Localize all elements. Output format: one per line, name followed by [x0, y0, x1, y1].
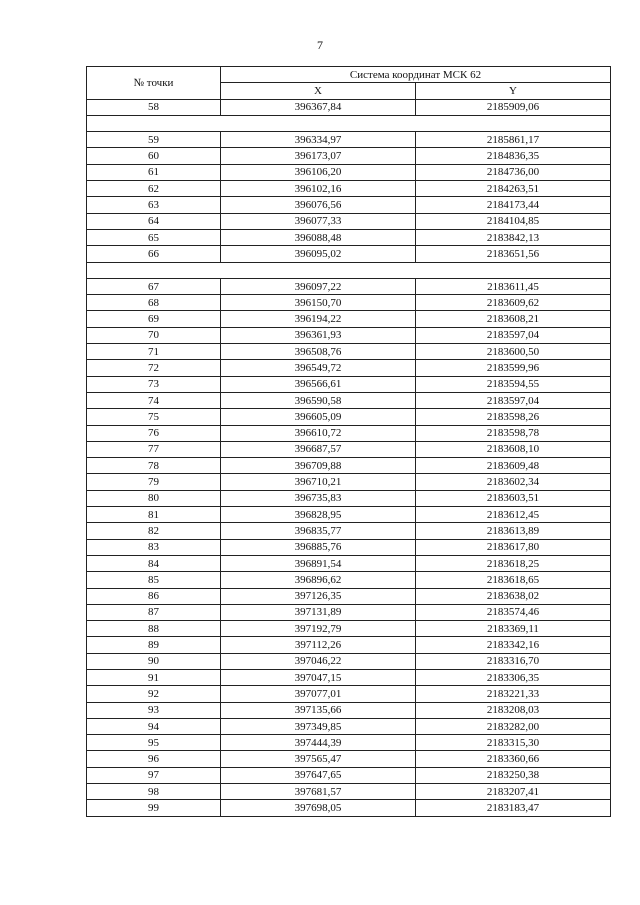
table-row	[87, 555, 611, 571]
x-coordinate-cell: 396150,70	[221, 295, 416, 311]
x-coordinate-cell: 396610,72	[221, 425, 416, 441]
x-column-header: X	[221, 83, 416, 99]
x-coordinate-cell: 397112,26	[221, 637, 416, 653]
point-number-cell: 64	[87, 213, 221, 229]
point-number-cell: 90	[87, 653, 221, 669]
x-coordinate-cell: 396605,09	[221, 409, 416, 425]
y-coordinate-cell: 2183598,78	[416, 425, 611, 441]
table-row	[87, 164, 611, 180]
y-coordinate-cell: 2183369,11	[416, 621, 611, 637]
table-row	[87, 344, 611, 360]
y-coordinate-cell: 2183316,70	[416, 653, 611, 669]
x-coordinate-cell: 396710,21	[221, 474, 416, 490]
x-coordinate-cell: 396361,93	[221, 327, 416, 343]
x-coordinate-cell: 396828,95	[221, 507, 416, 523]
table-row	[87, 490, 611, 506]
x-coordinate-cell: 397698,05	[221, 800, 416, 816]
y-coordinate-cell: 2183608,21	[416, 311, 611, 327]
table-row	[87, 718, 611, 734]
x-coordinate-cell: 396891,54	[221, 555, 416, 571]
point-number-cell: 98	[87, 784, 221, 800]
y-coordinate-cell: 2183306,35	[416, 669, 611, 685]
table-row	[87, 278, 611, 294]
y-coordinate-cell: 2183608,10	[416, 441, 611, 457]
table-row	[87, 181, 611, 197]
table-row	[87, 197, 611, 213]
point-number-cell: 60	[87, 148, 221, 164]
table-row	[87, 507, 611, 523]
table-row	[87, 99, 611, 115]
y-coordinate-cell: 2183609,62	[416, 295, 611, 311]
table-row	[87, 539, 611, 555]
y-coordinate-cell: 2184104,85	[416, 213, 611, 229]
point-number-cell: 76	[87, 425, 221, 441]
table-row	[87, 246, 611, 262]
y-coordinate-cell: 2184263,51	[416, 181, 611, 197]
y-coordinate-cell: 2183208,03	[416, 702, 611, 718]
x-coordinate-cell: 396334,97	[221, 132, 416, 148]
x-coordinate-cell: 397349,85	[221, 718, 416, 734]
y-coordinate-cell: 2183612,45	[416, 507, 611, 523]
x-coordinate-cell: 397135,66	[221, 702, 416, 718]
y-coordinate-cell: 2183651,56	[416, 246, 611, 262]
table-header	[87, 67, 611, 100]
table-row	[87, 784, 611, 800]
table-row	[87, 295, 611, 311]
table-row	[87, 311, 611, 327]
point-number-cell: 80	[87, 490, 221, 506]
x-coordinate-cell: 397647,65	[221, 767, 416, 783]
point-number-cell: 96	[87, 751, 221, 767]
coordinate-system-header: Система координат МСК 62	[221, 67, 611, 83]
point-number-cell: 87	[87, 604, 221, 620]
x-coordinate-cell: 396088,48	[221, 229, 416, 245]
point-number-cell: 61	[87, 164, 221, 180]
table-row	[87, 474, 611, 490]
x-coordinate-cell: 396896,62	[221, 572, 416, 588]
point-number-cell: 83	[87, 539, 221, 555]
point-number-cell: 68	[87, 295, 221, 311]
y-coordinate-cell: 2183603,51	[416, 490, 611, 506]
y-coordinate-cell: 2183613,89	[416, 523, 611, 539]
y-coordinate-cell: 2183360,66	[416, 751, 611, 767]
x-coordinate-cell: 397444,39	[221, 735, 416, 751]
y-coordinate-cell: 2183611,45	[416, 278, 611, 294]
point-number-cell: 79	[87, 474, 221, 490]
y-coordinate-cell: 2184736,00	[416, 164, 611, 180]
y-coordinate-cell: 2183600,50	[416, 344, 611, 360]
point-number-cell: 88	[87, 621, 221, 637]
y-coordinate-cell: 2183574,46	[416, 604, 611, 620]
y-coordinate-cell: 2184173,44	[416, 197, 611, 213]
table-row	[87, 751, 611, 767]
point-number-cell: 71	[87, 344, 221, 360]
x-coordinate-cell: 396076,56	[221, 197, 416, 213]
y-coordinate-cell: 2183315,30	[416, 735, 611, 751]
point-number-cell: 69	[87, 311, 221, 327]
y-coordinate-cell: 2183342,16	[416, 637, 611, 653]
table-separator-row	[87, 115, 611, 131]
y-coordinate-cell: 2183221,33	[416, 686, 611, 702]
table-row	[87, 653, 611, 669]
table-row	[87, 458, 611, 474]
x-coordinate-cell: 396709,88	[221, 458, 416, 474]
x-coordinate-cell: 396106,20	[221, 164, 416, 180]
y-coordinate-cell: 2185909,06	[416, 99, 611, 115]
point-number-cell: 91	[87, 669, 221, 685]
x-coordinate-cell: 397126,35	[221, 588, 416, 604]
separator-cell	[87, 262, 611, 278]
y-coordinate-cell: 2183617,80	[416, 539, 611, 555]
x-coordinate-cell: 396687,57	[221, 441, 416, 457]
table-row	[87, 148, 611, 164]
point-number-header: № точки	[87, 67, 221, 100]
table-row	[87, 735, 611, 751]
point-number-cell: 86	[87, 588, 221, 604]
y-coordinate-cell: 2183183,47	[416, 800, 611, 816]
x-coordinate-cell: 396097,22	[221, 278, 416, 294]
x-coordinate-cell: 397047,15	[221, 669, 416, 685]
y-column-header: Y	[416, 83, 611, 99]
table-row	[87, 767, 611, 783]
y-coordinate-cell: 2183842,13	[416, 229, 611, 245]
table-row	[87, 621, 611, 637]
point-number-cell: 58	[87, 99, 221, 115]
table-row	[87, 376, 611, 392]
point-number-cell: 99	[87, 800, 221, 816]
point-number-cell: 93	[87, 702, 221, 718]
point-number-cell: 73	[87, 376, 221, 392]
table-row	[87, 409, 611, 425]
point-number-cell: 66	[87, 246, 221, 262]
point-number-cell: 59	[87, 132, 221, 148]
point-number-cell: 74	[87, 392, 221, 408]
x-coordinate-cell: 397192,79	[221, 621, 416, 637]
point-number-cell: 62	[87, 181, 221, 197]
x-coordinate-cell: 397046,22	[221, 653, 416, 669]
table-row	[87, 360, 611, 376]
y-coordinate-cell: 2183618,25	[416, 555, 611, 571]
point-number-cell: 72	[87, 360, 221, 376]
point-number-cell: 81	[87, 507, 221, 523]
point-number-cell: 63	[87, 197, 221, 213]
point-number-cell: 78	[87, 458, 221, 474]
x-coordinate-cell: 396590,58	[221, 392, 416, 408]
x-coordinate-cell: 396566,61	[221, 376, 416, 392]
y-coordinate-cell: 2183602,34	[416, 474, 611, 490]
point-number-cell: 89	[87, 637, 221, 653]
table-row	[87, 327, 611, 343]
table-row	[87, 588, 611, 604]
x-coordinate-cell: 397131,89	[221, 604, 416, 620]
point-number-cell: 82	[87, 523, 221, 539]
table-row	[87, 425, 611, 441]
table-row	[87, 686, 611, 702]
table-row	[87, 572, 611, 588]
separator-cell	[87, 115, 611, 131]
x-coordinate-cell: 396735,83	[221, 490, 416, 506]
x-coordinate-cell: 396102,16	[221, 181, 416, 197]
y-coordinate-cell: 2183618,65	[416, 572, 611, 588]
point-number-cell: 67	[87, 278, 221, 294]
table-row	[87, 604, 611, 620]
point-number-cell: 77	[87, 441, 221, 457]
point-number-cell: 70	[87, 327, 221, 343]
table-row	[87, 213, 611, 229]
y-coordinate-cell: 2184836,35	[416, 148, 611, 164]
x-coordinate-cell: 396835,77	[221, 523, 416, 539]
x-coordinate-cell: 396194,22	[221, 311, 416, 327]
x-coordinate-cell: 396367,84	[221, 99, 416, 115]
y-coordinate-cell: 2185861,17	[416, 132, 611, 148]
x-coordinate-cell: 396077,33	[221, 213, 416, 229]
x-coordinate-cell: 397565,47	[221, 751, 416, 767]
table-row	[87, 702, 611, 718]
table-row	[87, 637, 611, 653]
x-coordinate-cell: 396549,72	[221, 360, 416, 376]
y-coordinate-cell: 2183599,96	[416, 360, 611, 376]
x-coordinate-cell: 396508,76	[221, 344, 416, 360]
x-coordinate-cell: 397077,01	[221, 686, 416, 702]
point-number-cell: 84	[87, 555, 221, 571]
y-coordinate-cell: 2183207,41	[416, 784, 611, 800]
page-number: 7	[317, 38, 323, 52]
x-coordinate-cell: 397681,57	[221, 784, 416, 800]
table-row	[87, 441, 611, 457]
y-coordinate-cell: 2183597,04	[416, 392, 611, 408]
table-row	[87, 523, 611, 539]
table-separator-row	[87, 262, 611, 278]
x-coordinate-cell: 396885,76	[221, 539, 416, 555]
table-row	[87, 392, 611, 408]
point-number-cell: 65	[87, 229, 221, 245]
table-row	[87, 800, 611, 816]
y-coordinate-cell: 2183598,26	[416, 409, 611, 425]
table-body	[87, 99, 611, 816]
y-coordinate-cell: 2183594,55	[416, 376, 611, 392]
table-row	[87, 669, 611, 685]
y-coordinate-cell: 2183250,38	[416, 767, 611, 783]
y-coordinate-cell: 2183638,02	[416, 588, 611, 604]
y-coordinate-cell: 2183597,04	[416, 327, 611, 343]
x-coordinate-cell: 396095,02	[221, 246, 416, 262]
point-number-cell: 92	[87, 686, 221, 702]
x-coordinate-cell: 396173,07	[221, 148, 416, 164]
point-number-cell: 85	[87, 572, 221, 588]
table-row	[87, 132, 611, 148]
point-number-cell: 95	[87, 735, 221, 751]
y-coordinate-cell: 2183282,00	[416, 718, 611, 734]
point-number-cell: 94	[87, 718, 221, 734]
point-number-cell: 75	[87, 409, 221, 425]
coordinates-table	[86, 66, 611, 817]
point-number-cell: 97	[87, 767, 221, 783]
y-coordinate-cell: 2183609,48	[416, 458, 611, 474]
table-row	[87, 229, 611, 245]
